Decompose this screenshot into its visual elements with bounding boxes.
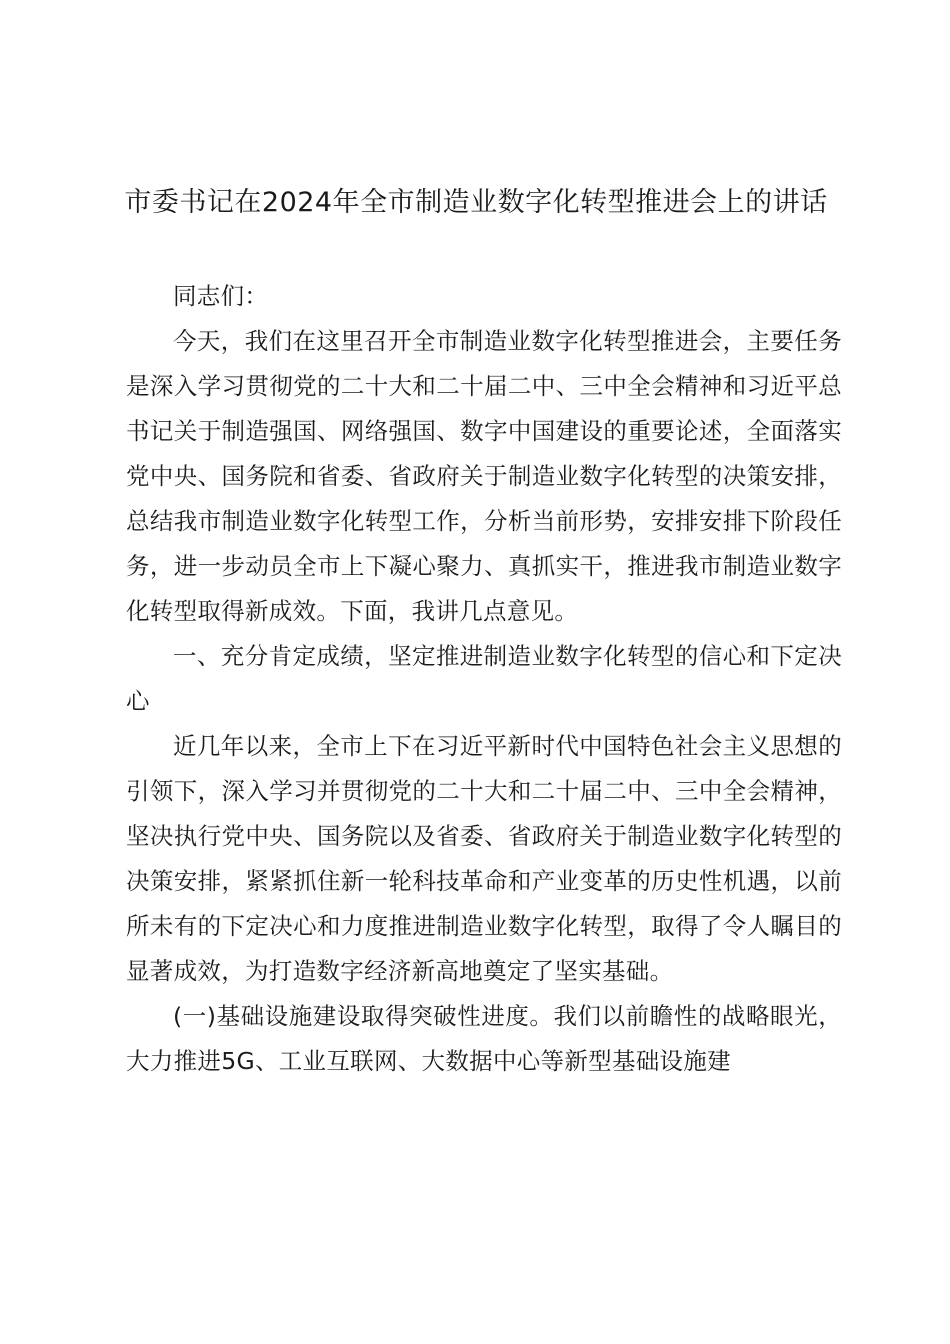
intro-paragraph: 今天，我们在这里召开全市制造业数字化转型推进会，主要任务是深入学习贯彻党的二十大和二十届二中、三中全会精神和习近平总书记关于制造强国、网络强国、数字中国建设的重要论述，全面落实党中央、国务院和省委、省政府关于制造业数字化转型的决策安排，总结我市制造业数字化转型工作，分析当前形势，安排安排下阶段任务，进一步动员全市上下凝心聚力、真抓实干，推进我市制造业数字化转型取得新成效。下面，我讲几点意见。	[126, 327, 842, 625]
document-body	[126, 274, 842, 1084]
body-paragraph: 近几年以来，全市上下在习近平新时代中国特色社会主义思想的引领下，深入学习并贯彻党的二十大和二十届二中、三中全会精神，坚决执行党中央、国务院以及省委、省政府关于制造业数字化转型的决策安排，紧紧抓住新一轮科技革命和产业变革的历史性机遇，以前所未有的下定决心和力度推进制造业数字化转型，取得了令人瞩目的显著成效，为打造数字经济新高地奠定了坚实基础。	[126, 732, 842, 985]
document-title: 市委书记在2024年全市制造业数字化转型推进会上的讲话	[124, 187, 828, 218]
subsection-paragraph-1: (一)基础设施建设取得突破性进度。我们以前瞻性的战略眼光，大力推进5G、工业互联网、大数据中心等新型基础设施建	[126, 1002, 842, 1075]
salutation-paragraph: 同志们：	[173, 282, 269, 310]
section-heading-1: 一、充分肯定成绩，坚定推进制造业数字化转型的信心和下定决心	[126, 642, 842, 715]
